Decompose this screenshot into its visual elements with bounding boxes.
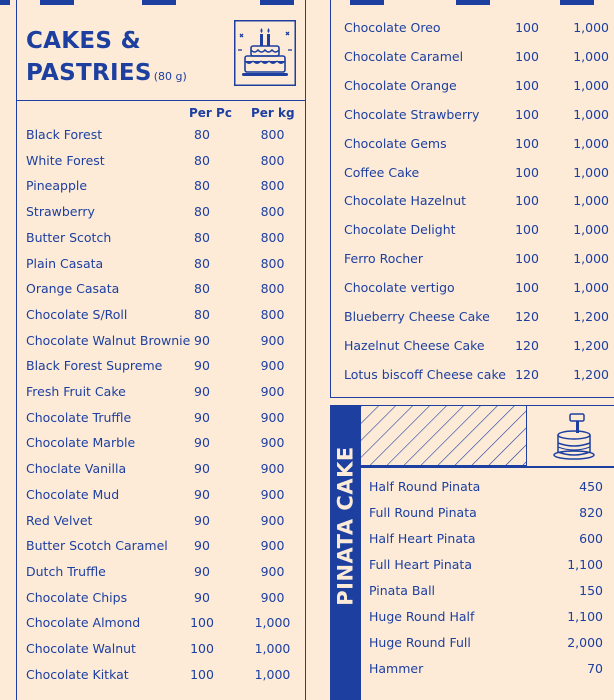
item-price: 820 [579, 505, 603, 520]
menu-item-row [17, 564, 305, 590]
menu-item-row [17, 178, 305, 204]
price-per-pc: 90 [194, 435, 210, 451]
price-per-kg: 900 [260, 563, 285, 579]
price-per-pc: 80 [194, 178, 210, 194]
price-per-kg: 900 [260, 589, 285, 605]
price-per-pc: 80 [194, 229, 210, 245]
price-per-kg: 800 [260, 178, 285, 194]
birthday-cake-icon [234, 20, 296, 86]
price-per-pc: 120 [515, 337, 539, 353]
item-name: Orange Casata [26, 281, 120, 297]
portion-weight: (80 g) [153, 70, 187, 83]
price-per-kg: 1,000 [573, 20, 609, 35]
item-price: 70 [587, 661, 603, 676]
price-per-kg: 900 [260, 358, 285, 374]
price-per-kg: 900 [260, 486, 285, 502]
price-per-kg: 1,000 [573, 164, 609, 180]
item-name: Black Forest Supreme [26, 358, 163, 374]
price-per-pc: 90 [194, 332, 210, 348]
price-per-pc: 90 [194, 486, 210, 502]
menu-item-row [17, 615, 305, 641]
price-per-kg: 1,000 [573, 77, 609, 93]
price-per-pc: 80 [194, 204, 210, 220]
price-per-pc: 100 [515, 20, 539, 35]
menu-item-row [17, 641, 305, 667]
item-name: Dutch Truffle [26, 563, 106, 579]
item-name: Huge Round Full [369, 635, 471, 650]
price-per-pc: 80 [194, 255, 210, 271]
price-per-kg: 1,200 [573, 366, 609, 382]
menu-item-row [17, 538, 305, 564]
item-name: Chocolate Walnut Brownie [26, 332, 191, 348]
item-name: Coffee Cake [344, 164, 420, 180]
item-name: Pineapple [26, 178, 88, 194]
menu-item-row [17, 204, 305, 230]
hatched-decoration [361, 406, 527, 466]
price-per-kg: 1,000 [573, 251, 609, 267]
price-per-pc: 100 [515, 193, 539, 209]
price-per-kg: 900 [260, 332, 285, 348]
price-per-pc: 120 [515, 309, 539, 324]
item-name: Chocolate Gems [344, 135, 447, 151]
price-per-pc: 100 [515, 251, 539, 267]
price-per-pc: 80 [194, 127, 210, 142]
item-price: 2,000 [567, 635, 603, 650]
section-title-text: PASTRIES [26, 60, 152, 86]
pinata-title-wrap [331, 406, 361, 646]
menu-item-row [17, 410, 305, 436]
price-per-pc: 90 [194, 384, 210, 399]
item-name: Chocolate Mud [26, 486, 120, 502]
price-per-pc: 90 [194, 538, 210, 554]
price-per-kg: 1,000 [254, 615, 291, 631]
menu-item-row [17, 127, 305, 153]
price-per-kg: 900 [260, 384, 285, 399]
menu-item-row [17, 230, 305, 256]
item-name: White Forest [26, 152, 105, 168]
price-per-pc: 120 [515, 366, 539, 382]
menu-item-row [17, 358, 305, 384]
price-per-pc: 100 [515, 222, 539, 238]
price-per-kg: 800 [260, 306, 285, 322]
menu-item-row [17, 153, 305, 179]
price-per-kg: 900 [260, 435, 285, 451]
price-per-pc: 100 [515, 106, 539, 122]
price-per-kg: 1,000 [573, 135, 609, 151]
item-price: 600 [579, 531, 603, 546]
price-per-kg: 1,000 [573, 106, 609, 122]
menu-item-row [17, 487, 305, 513]
item-name: Ferro Rocher [344, 251, 423, 267]
item-name: Full Round Pinata [369, 505, 477, 520]
menu-item-row [17, 333, 305, 359]
section-title: CAKES & [26, 28, 141, 54]
item-name: Butter Scotch Caramel [26, 538, 168, 554]
price-per-kg: 1,000 [573, 193, 609, 209]
price-per-pc: 80 [194, 152, 210, 168]
price-per-kg: 900 [260, 512, 285, 528]
item-name: Strawberry [26, 204, 95, 220]
price-per-kg: 900 [260, 538, 285, 554]
item-name: Red Velvet [26, 512, 93, 528]
price-per-pc: 90 [194, 409, 210, 425]
price-per-kg: 1,200 [573, 309, 609, 324]
pinata-cake-hammer-icon [546, 410, 602, 464]
menu-item-row [17, 256, 305, 282]
pinata-title: PINATA CAKE [334, 446, 359, 606]
price-per-kg: 800 [260, 281, 285, 297]
cakes-header [17, 0, 305, 101]
price-per-kg: 1,200 [573, 337, 609, 353]
price-per-pc: 100 [515, 280, 539, 296]
price-per-kg: 900 [260, 409, 285, 425]
item-name: Fresh Fruit Cake [26, 384, 126, 399]
item-price: 150 [579, 583, 603, 598]
price-per-pc: 80 [194, 306, 210, 322]
price-per-kg: 1,000 [254, 666, 291, 682]
price-per-kg: 800 [260, 204, 285, 220]
price-per-pc: 100 [515, 48, 539, 64]
price-per-pc: 100 [515, 77, 539, 93]
price-per-kg: 800 [260, 229, 285, 245]
item-name: Chocolate Delight [344, 222, 456, 238]
menu-item-row [17, 461, 305, 487]
item-price: 1,100 [567, 557, 603, 572]
top-border-dash [0, 0, 10, 5]
item-name: Half Round Pinata [369, 479, 481, 494]
item-name: Chocolate Strawberry [344, 106, 480, 122]
price-per-kg: 1,000 [573, 222, 609, 238]
price-per-kg: 1,000 [254, 641, 291, 656]
cakes-pastries-panel [16, 0, 306, 700]
price-per-kg: 800 [260, 152, 285, 168]
price-per-kg: 800 [260, 255, 285, 271]
section-title-line2 [26, 60, 187, 86]
item-name: Chocolate Chips [26, 589, 128, 605]
item-name: Black Forest [26, 127, 103, 142]
item-name: Chocolate Almond [26, 615, 141, 631]
item-name: Chocolate Orange [344, 77, 457, 93]
menu-item-row [17, 281, 305, 307]
pinata-divider [361, 466, 614, 468]
price-per-pc: 100 [190, 666, 214, 682]
price-per-pc: 90 [194, 461, 210, 477]
price-per-kg: 800 [260, 127, 285, 142]
item-name: Plain Casata [26, 255, 104, 271]
price-per-kg: 1,000 [573, 280, 609, 296]
cakes-continued-panel [330, 0, 614, 398]
price-per-pc: 90 [194, 563, 210, 579]
menu-item-row [17, 307, 305, 333]
item-name: Half Heart Pinata [369, 531, 476, 546]
item-name: Chocolate Marble [26, 435, 136, 451]
item-name: Lotus biscoff Cheese cake [344, 366, 506, 382]
price-per-pc: 100 [515, 135, 539, 151]
menu-item-row [17, 667, 305, 693]
item-name: Hazelnut Cheese Cake [344, 337, 485, 353]
item-price: 1,100 [567, 609, 603, 624]
column-header-per-kg: Per kg [251, 106, 295, 120]
item-name: Choclate Vanilla [26, 461, 127, 477]
item-name: Chocolate Caramel [344, 48, 464, 64]
item-name: Chocolate vertigo [344, 280, 455, 296]
item-name: Chocolate Hazelnut [344, 193, 467, 209]
item-name: Blueberry Cheese Cake [344, 309, 490, 324]
price-per-pc: 90 [194, 589, 210, 605]
item-name: Chocolate Kitkat [26, 666, 129, 682]
menu-item-row [17, 435, 305, 461]
item-name: Chocolate Walnut [26, 641, 136, 656]
item-name: Pinata Ball [369, 583, 436, 598]
item-price: 450 [579, 479, 603, 494]
price-per-pc: 100 [190, 641, 214, 656]
price-per-pc: 100 [190, 615, 214, 631]
menu-item-row [17, 384, 305, 410]
item-name: Huge Round Half [369, 609, 475, 624]
price-per-pc: 90 [194, 358, 210, 374]
item-name: Butter Scotch [26, 229, 112, 245]
item-name: Full Heart Pinata [369, 557, 472, 572]
price-per-pc: 100 [515, 164, 539, 180]
menu-item-row [17, 513, 305, 539]
item-name: Hammer [369, 661, 424, 676]
item-name: Chocolate S/Roll [26, 306, 128, 322]
pinata-cake-panel [330, 405, 614, 700]
menu-item-row [17, 590, 305, 616]
item-name: Chocolate Truffle [26, 409, 132, 425]
price-per-kg: 1,000 [573, 48, 609, 64]
item-name: Chocolate Oreo [344, 20, 441, 35]
price-per-pc: 80 [194, 281, 210, 297]
price-per-pc: 90 [194, 512, 210, 528]
price-per-kg: 900 [260, 461, 285, 477]
column-header-per-pc: Per Pc [189, 106, 232, 120]
